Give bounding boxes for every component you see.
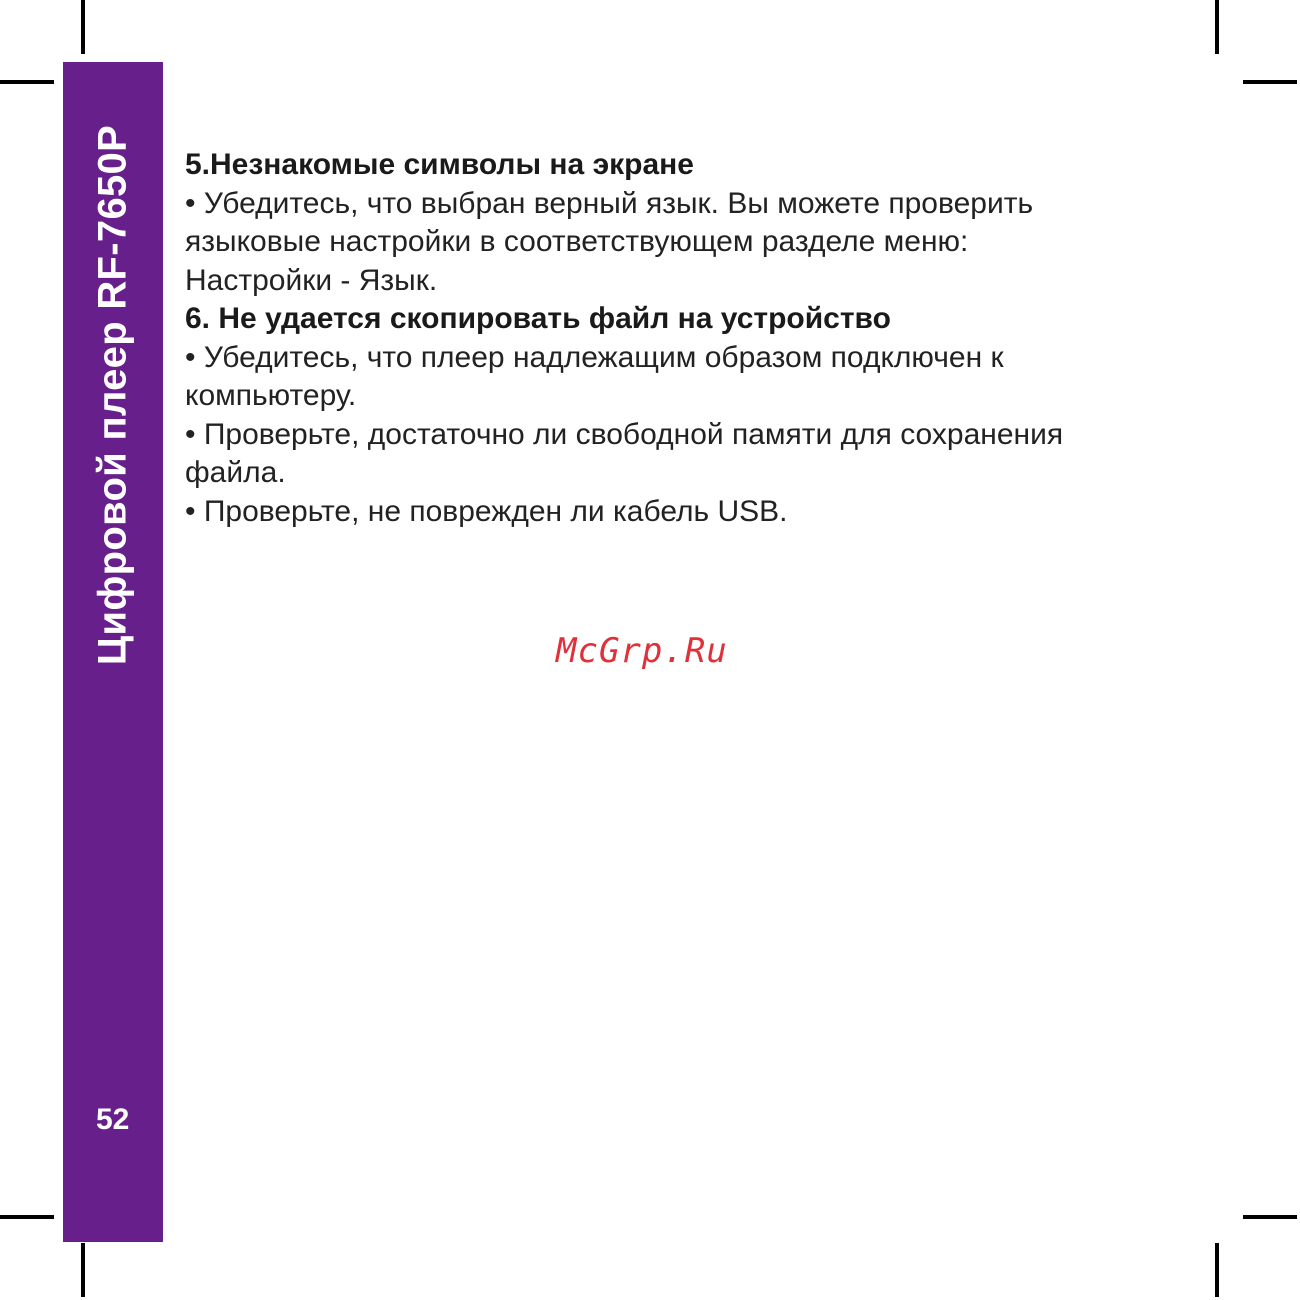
section-line: • Проверьте, достаточно ли свободной памяти для сохранения (185, 417, 1064, 451)
crop-mark-top-right-horizontal (1243, 80, 1297, 84)
section-line: Настройки - Язык. (185, 263, 438, 297)
crop-mark-top-left-horizontal (0, 80, 54, 84)
watermark: McGrp.Ru (556, 631, 728, 671)
section-line: • Убедитесь, что плеер надлежащим образом подключен к (185, 340, 1004, 374)
crop-mark-bottom-right-vertical (1215, 1243, 1219, 1297)
crop-mark-top-right-vertical (1215, 0, 1219, 54)
section-line: • Убедитесь, что выбран верный язык. Вы можете проверить (185, 186, 1034, 220)
section-heading: 6. Не удается скопировать файл на устройство (185, 302, 891, 335)
crop-mark-bottom-left-vertical (81, 1243, 85, 1297)
section-line: файла. (185, 456, 286, 489)
page-number: 52 (96, 1103, 130, 1136)
section-line: языковые настройки в соответствующем разделе меню: (185, 225, 969, 258)
crop-mark-top-left-vertical (81, 0, 85, 54)
section-heading: 5.Незнакомые символы на экране (185, 148, 694, 181)
section-line: компьютеру. (185, 379, 357, 412)
sidebar-title: Цифровой плеер RF-7650P (90, 124, 135, 666)
crop-mark-bottom-right-horizontal (1243, 1215, 1297, 1219)
section-line: • Проверьте, не поврежден ли кабель USB. (185, 494, 788, 528)
main-content (185, 146, 1205, 531)
crop-mark-bottom-left-horizontal (0, 1215, 54, 1219)
